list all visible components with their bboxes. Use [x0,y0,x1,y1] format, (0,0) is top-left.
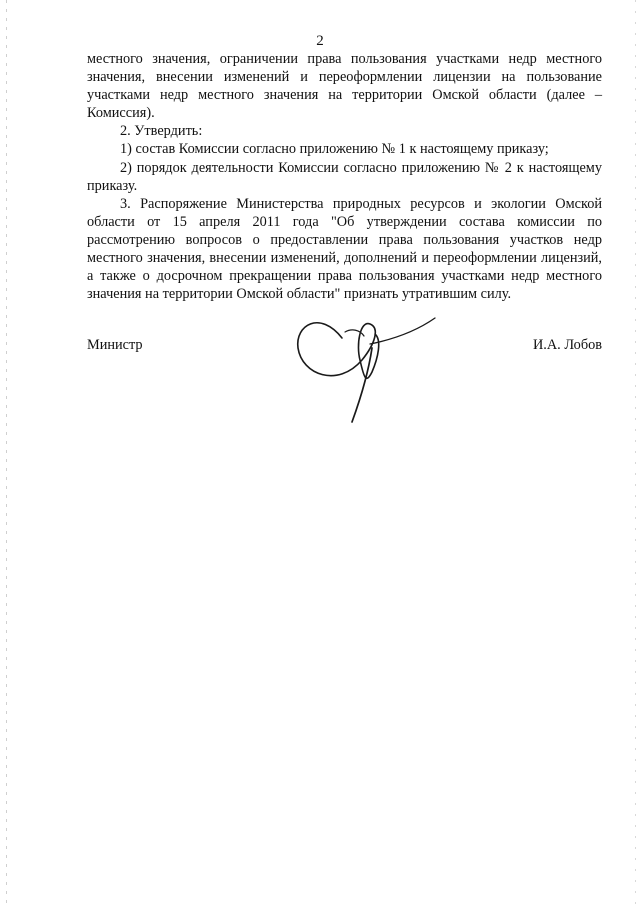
document-body [87,50,602,303]
handwritten-signature [290,300,440,430]
scan-edge-left [6,0,7,905]
page-number: 2 [316,33,324,49]
scan-edge-right [635,0,636,905]
signer-name: И.А. Лобов [532,337,602,353]
paragraph-item-1: 1) состав Комиссии согласно приложению № 1 к настоящему приказу; [120,141,549,158]
paragraph-item-2: 2) порядок деятельности Комиссии согласно приложению № 2 к настоящему приказу. [87,159,602,194]
signer-title: Министр [87,337,143,353]
paragraph-approve-heading: 2. Утвердить: [120,123,203,140]
paragraph-item-3: 3. Распоряжение Министерства природных ресурсов и экологии Омской области от 15 апреля 2011 года "Об утверждении состава комиссии по рассмотрению вопросов о предоставлении права пользования участков недр местного значения, внесении изменений, дополнений и переоформлении лицензий, а также о досрочном прекращении права пользования участками недр местного значения на территории Омской области" признать утратившим силу. [87,195,602,303]
paragraph-continuation: местного значения, ограничении права пользования участками недр местного значения, внесении изменений и переоформлении лицензии на пользование участками недр местного значения на территории Омской области (далее – Комиссия). [87,51,602,122]
